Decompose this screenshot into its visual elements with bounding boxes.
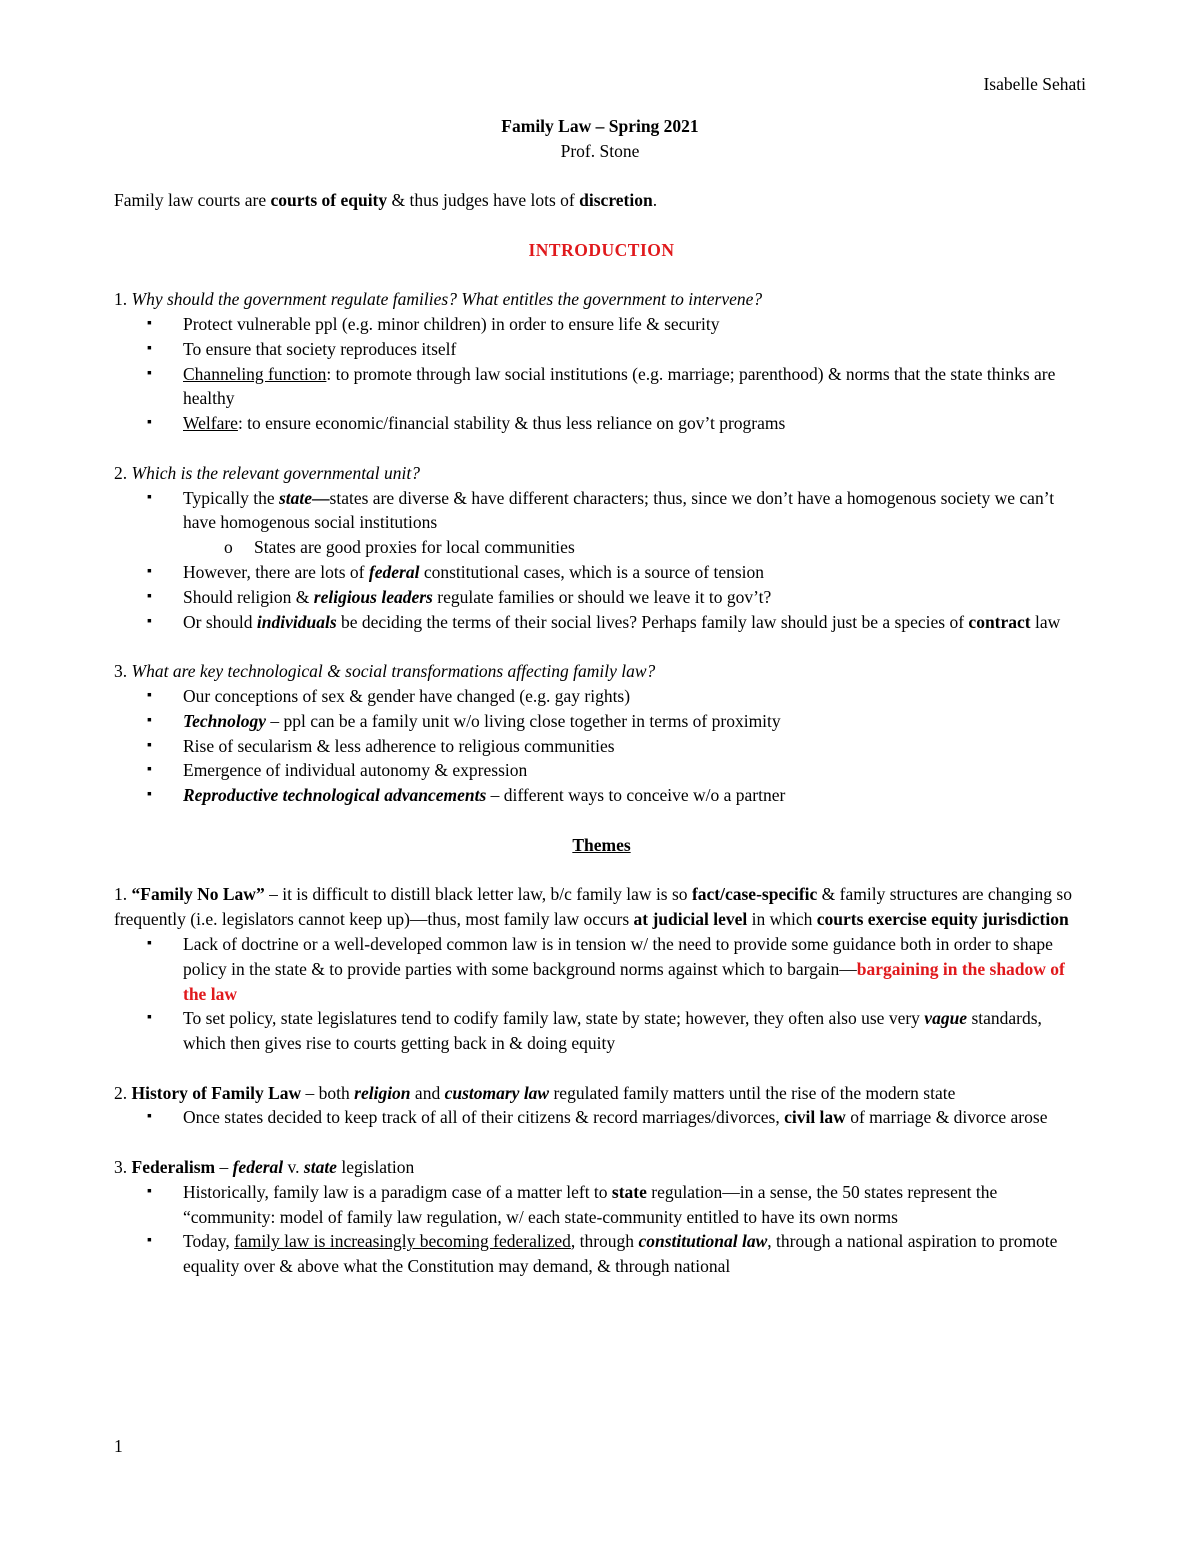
- sub-list-item: [183, 535, 1089, 560]
- bullet-text: Lack of doctrine or a well-developed common law is in tension w/ the need to provide some guidance both in order to shape policy in the state & to provide parties with some background norms against which to bargain—: [183, 933, 1053, 979]
- list-item: [114, 932, 1089, 1006]
- bullet-red-highlight: bargaining in the shadow of the law: [183, 958, 1065, 1004]
- bullet-dash: —: [312, 487, 330, 508]
- theme-3: [114, 1155, 1089, 1180]
- list-item: [114, 1105, 1089, 1130]
- list-item: [114, 585, 1089, 610]
- theme-text: legislation: [336, 1157, 415, 1178]
- bullet-text: Emergence of individual autonomy & expression: [183, 760, 528, 781]
- bullet-text: Or should: [183, 611, 257, 632]
- theme-text: in which: [747, 909, 817, 930]
- bullet-text: – different ways to conceive w/o a partner: [486, 785, 786, 806]
- theme-1: [114, 882, 1089, 932]
- document-title: Family Law – Spring 2021: [501, 116, 699, 136]
- bullet-text: : to ensure economic/financial stability & thus less reliance on gov’t programs: [237, 413, 786, 434]
- intro-text: .: [652, 190, 658, 210]
- theme-text: and: [410, 1082, 445, 1103]
- bullet-underlined-term: Welfare: [183, 413, 238, 434]
- intro-bold-courts: courts of equity: [270, 190, 388, 210]
- theme-number: 2.: [114, 1082, 132, 1103]
- list-item: [114, 1180, 1089, 1230]
- bullet-text: – ppl can be a family unit w/o living close together in terms of proximity: [265, 710, 781, 731]
- bullet-bold-italic: Technology: [183, 710, 266, 731]
- question-3-bullets: [114, 684, 1089, 808]
- theme-text: regulated family matters until the rise of the modern state: [549, 1082, 956, 1103]
- list-item: [114, 1229, 1089, 1279]
- bullet-text: , through a national aspiration to promote equality over & above what the Constitution may demand, & through national: [183, 1231, 1058, 1277]
- theme-text: –: [215, 1157, 233, 1178]
- question-text: Which is the relevant governmental unit?: [131, 462, 421, 483]
- list-item: [114, 1006, 1089, 1056]
- bullet-text: regulation—in a sense, the 50 states represent the “community: model of family law regulation, w/ each state-community entitled to have its own norms: [183, 1181, 998, 1227]
- intro-paragraph: [114, 188, 1089, 213]
- bullet-text: of marriage & divorce arose: [845, 1107, 1048, 1128]
- bullet-text: , through: [570, 1231, 639, 1252]
- question-1-bullets: [114, 312, 1089, 436]
- bullet-bold: state: [611, 1181, 647, 1202]
- theme-title: “Family No Law”: [131, 884, 265, 905]
- theme-bold: fact/case-specific: [691, 884, 818, 905]
- list-item: [114, 312, 1089, 337]
- bullet-text: Once states decided to keep track of all of their citizens & record marriages/divorces,: [183, 1107, 785, 1128]
- bullet-bold-italic: vague: [924, 1008, 968, 1029]
- theme-2: [114, 1081, 1089, 1106]
- theme-3-bullets: [114, 1180, 1089, 1279]
- author-name: Isabelle Sehati: [983, 74, 1086, 94]
- theme-2-bullets: [114, 1105, 1089, 1130]
- intro-text: & thus judges have lots of: [387, 190, 580, 210]
- intro-text: Family law courts are: [114, 190, 271, 210]
- theme-bold: courts exercise equity jurisdiction: [816, 909, 1069, 930]
- bullet-text: : to promote through law social institutions (e.g. marriage; parenthood) & norms that the state thinks are healthy: [183, 363, 1056, 409]
- bullet-underlined-term: Channeling function: [183, 363, 327, 384]
- question-number: 2.: [114, 462, 132, 483]
- bullet-text: be deciding the terms of their social lives? Perhaps family law should just be a species of: [336, 611, 969, 632]
- bullet-bold-italic: state: [278, 487, 313, 508]
- bullet-bold: civil law: [784, 1107, 846, 1128]
- bullet-text: Our conceptions of sex & gender have changed (e.g. gay rights): [183, 685, 631, 706]
- bullet-text: Protect vulnerable ppl (e.g. minor children) in order to ensure life & security: [183, 313, 720, 334]
- list-item: [114, 684, 1089, 709]
- theme-bold-italic: customary law: [444, 1082, 550, 1103]
- question-number: 1.: [114, 289, 132, 310]
- bullet-text: standards, which then gives rise to courts getting back in & doing equity: [183, 1008, 1042, 1054]
- theme-title: Federalism: [131, 1157, 216, 1178]
- bullet-text: However, there are lots of: [183, 561, 369, 582]
- sub-bullets: [183, 535, 1089, 560]
- bullet-bold-italic: religious leaders: [313, 586, 433, 607]
- bullet-text: To ensure that society reproduces itself: [183, 338, 457, 359]
- bullet-bold-italic: individuals: [256, 611, 337, 632]
- bullet-text: Should religion &: [183, 586, 314, 607]
- list-item: [114, 734, 1089, 759]
- professor-name: Prof. Stone: [560, 141, 640, 161]
- theme-bold: at judicial level: [633, 909, 748, 930]
- document-body: [114, 188, 1089, 1279]
- bullet-text: constitutional cases, which is a source of tension: [419, 561, 765, 582]
- bullet-bold-italic: federal: [368, 561, 420, 582]
- themes-heading: Themes: [572, 834, 631, 855]
- theme-number: 1.: [114, 884, 132, 905]
- bullet-bold-italic: constitutional law: [638, 1231, 768, 1252]
- question-2: [114, 461, 1089, 486]
- list-item: [114, 486, 1089, 560]
- list-item: [114, 709, 1089, 734]
- intro-bold-discretion: discretion: [579, 190, 653, 210]
- theme-bold-italic: religion: [354, 1082, 411, 1103]
- list-item: [114, 411, 1089, 436]
- bullet-text: Typically the: [183, 487, 279, 508]
- list-item: [114, 610, 1089, 635]
- bullet-bold: contract: [968, 611, 1031, 632]
- theme-text: v.: [283, 1157, 304, 1178]
- theme-text: & family structures are changing so frequently (i.e. legislators cannot keep up)—thus, most family law occurs: [114, 884, 1072, 930]
- bullet-text: law: [1030, 611, 1061, 632]
- introduction-heading: INTRODUCTION: [528, 239, 675, 260]
- bullet-text: Historically, family law is a paradigm case of a matter left to: [183, 1181, 612, 1202]
- theme-number: 3.: [114, 1157, 132, 1178]
- bullet-bold-italic: Reproductive technological advancements: [183, 785, 487, 806]
- page-number: 1: [114, 1436, 123, 1456]
- theme-title: History of Family Law: [131, 1082, 302, 1103]
- bullet-text: states are diverse & have different characters; thus, since we don’t have a homogenous society we can’t have homogenous social institutions: [183, 487, 1055, 533]
- question-3: [114, 659, 1089, 684]
- list-item: [114, 758, 1089, 783]
- bullet-text: Today,: [183, 1231, 235, 1252]
- question-text: What are key technological & social transformations affecting family law?: [131, 661, 656, 682]
- bullet-text: To set policy, state legislatures tend to codify family law, state by state; however, they often also use very: [183, 1008, 925, 1029]
- sub-bullet-text: States are good proxies for local communities: [254, 537, 575, 558]
- list-item: [114, 362, 1089, 412]
- question-1: [114, 287, 1089, 312]
- list-item: [114, 783, 1089, 808]
- theme-bold-italic: state: [303, 1157, 337, 1178]
- bullet-text: regulate families or should we leave it to gov’t?: [432, 586, 772, 607]
- bullet-underlined-term: family law is increasingly becoming federalized: [234, 1231, 571, 1252]
- question-number: 3.: [114, 661, 132, 682]
- theme-bold-italic: federal: [232, 1157, 284, 1178]
- bullet-text: Rise of secularism & less adherence to religious communities: [183, 735, 615, 756]
- theme-1-bullets: [114, 932, 1089, 1056]
- list-item: [114, 337, 1089, 362]
- list-item: [114, 560, 1089, 585]
- theme-text: – both: [301, 1082, 355, 1103]
- question-2-bullets: [114, 486, 1089, 635]
- question-text: Why should the government regulate families? What entitles the government to intervene?: [131, 289, 763, 310]
- theme-text: – it is difficult to distill black letter law, b/c family law is so: [264, 884, 692, 905]
